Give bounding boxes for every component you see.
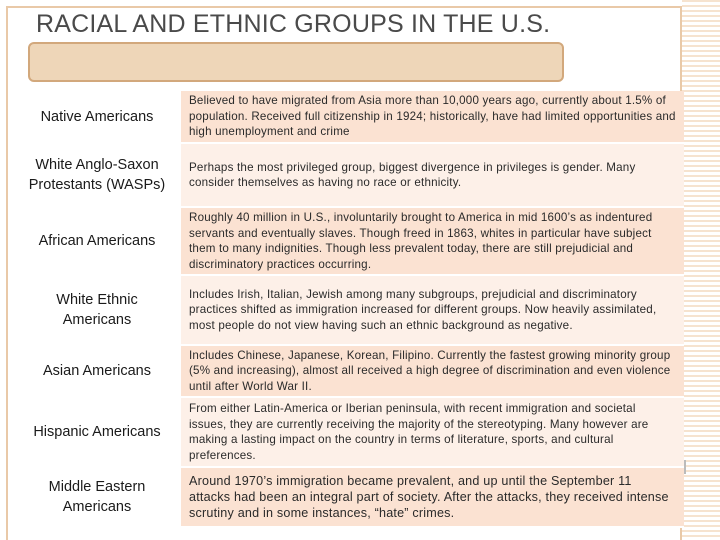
group-description: Perhaps the most privileged group, biggest divergence in privileges is gender. Many consider themselves as having no race or ethnicity. — [178, 144, 684, 208]
group-name: Asian Americans — [16, 346, 178, 398]
group-name: White Anglo-Saxon Protestants (WASPs) — [16, 144, 178, 208]
group-description: Roughly 40 million in U.S., involuntarily brought to America in mid 1600’s as indentured servants and eventually slaves. Though freed in 1863, whites in particular have subject them to many indignities. Though less prevalent today, there are still prejudicial and discriminatory practices occurring. — [178, 208, 684, 276]
title-banner — [28, 42, 564, 82]
group-name: African Americans — [16, 208, 178, 276]
group-description: Believed to have migrated from Asia more than 10,000 years ago, currently about 1.5% of population. Received full citizenship in 1924; historically, have had limited opportunities and high unemployment and crime — [178, 91, 684, 144]
group-name: Native Americans — [16, 91, 178, 144]
groups-table — [16, 91, 684, 528]
group-description: From either Latin-America or Iberian peninsula, with recent immigration and societal issues, they are currently receiving the majority of the stereotyping. Many however are making a lasting impact on the country in terms of literature, sports, and cultural preferences. — [178, 398, 684, 468]
group-name: Middle Eastern Americans — [16, 468, 178, 528]
group-name: Hispanic Americans — [16, 398, 178, 468]
group-name: White Ethnic Americans — [16, 276, 178, 346]
group-description: Includes Irish, Italian, Jewish among many subgroups, prejudicial and discriminatory practices shifted as immigration increased for different groups. Now heavily assimilated, most people do not view having such an ethnic background as negative. — [178, 276, 684, 346]
group-description: Around 1970’s immigration became prevalent, and up until the September 11 attacks had been an integral part of society. After the attacks, they received intense scrutiny and in some instances, “hate” crimes. — [178, 468, 684, 528]
decorative-stripe — [682, 0, 720, 540]
group-description: Includes Chinese, Japanese, Korean, Filipino. Currently the fastest growing minority group (5% and increasing), almost all received a high degree of discrimination and even violence until after World War II. — [178, 346, 684, 398]
slide-title: RACIAL AND ETHNIC GROUPS IN THE U.S. — [36, 10, 551, 38]
edge-divider — [684, 460, 686, 474]
